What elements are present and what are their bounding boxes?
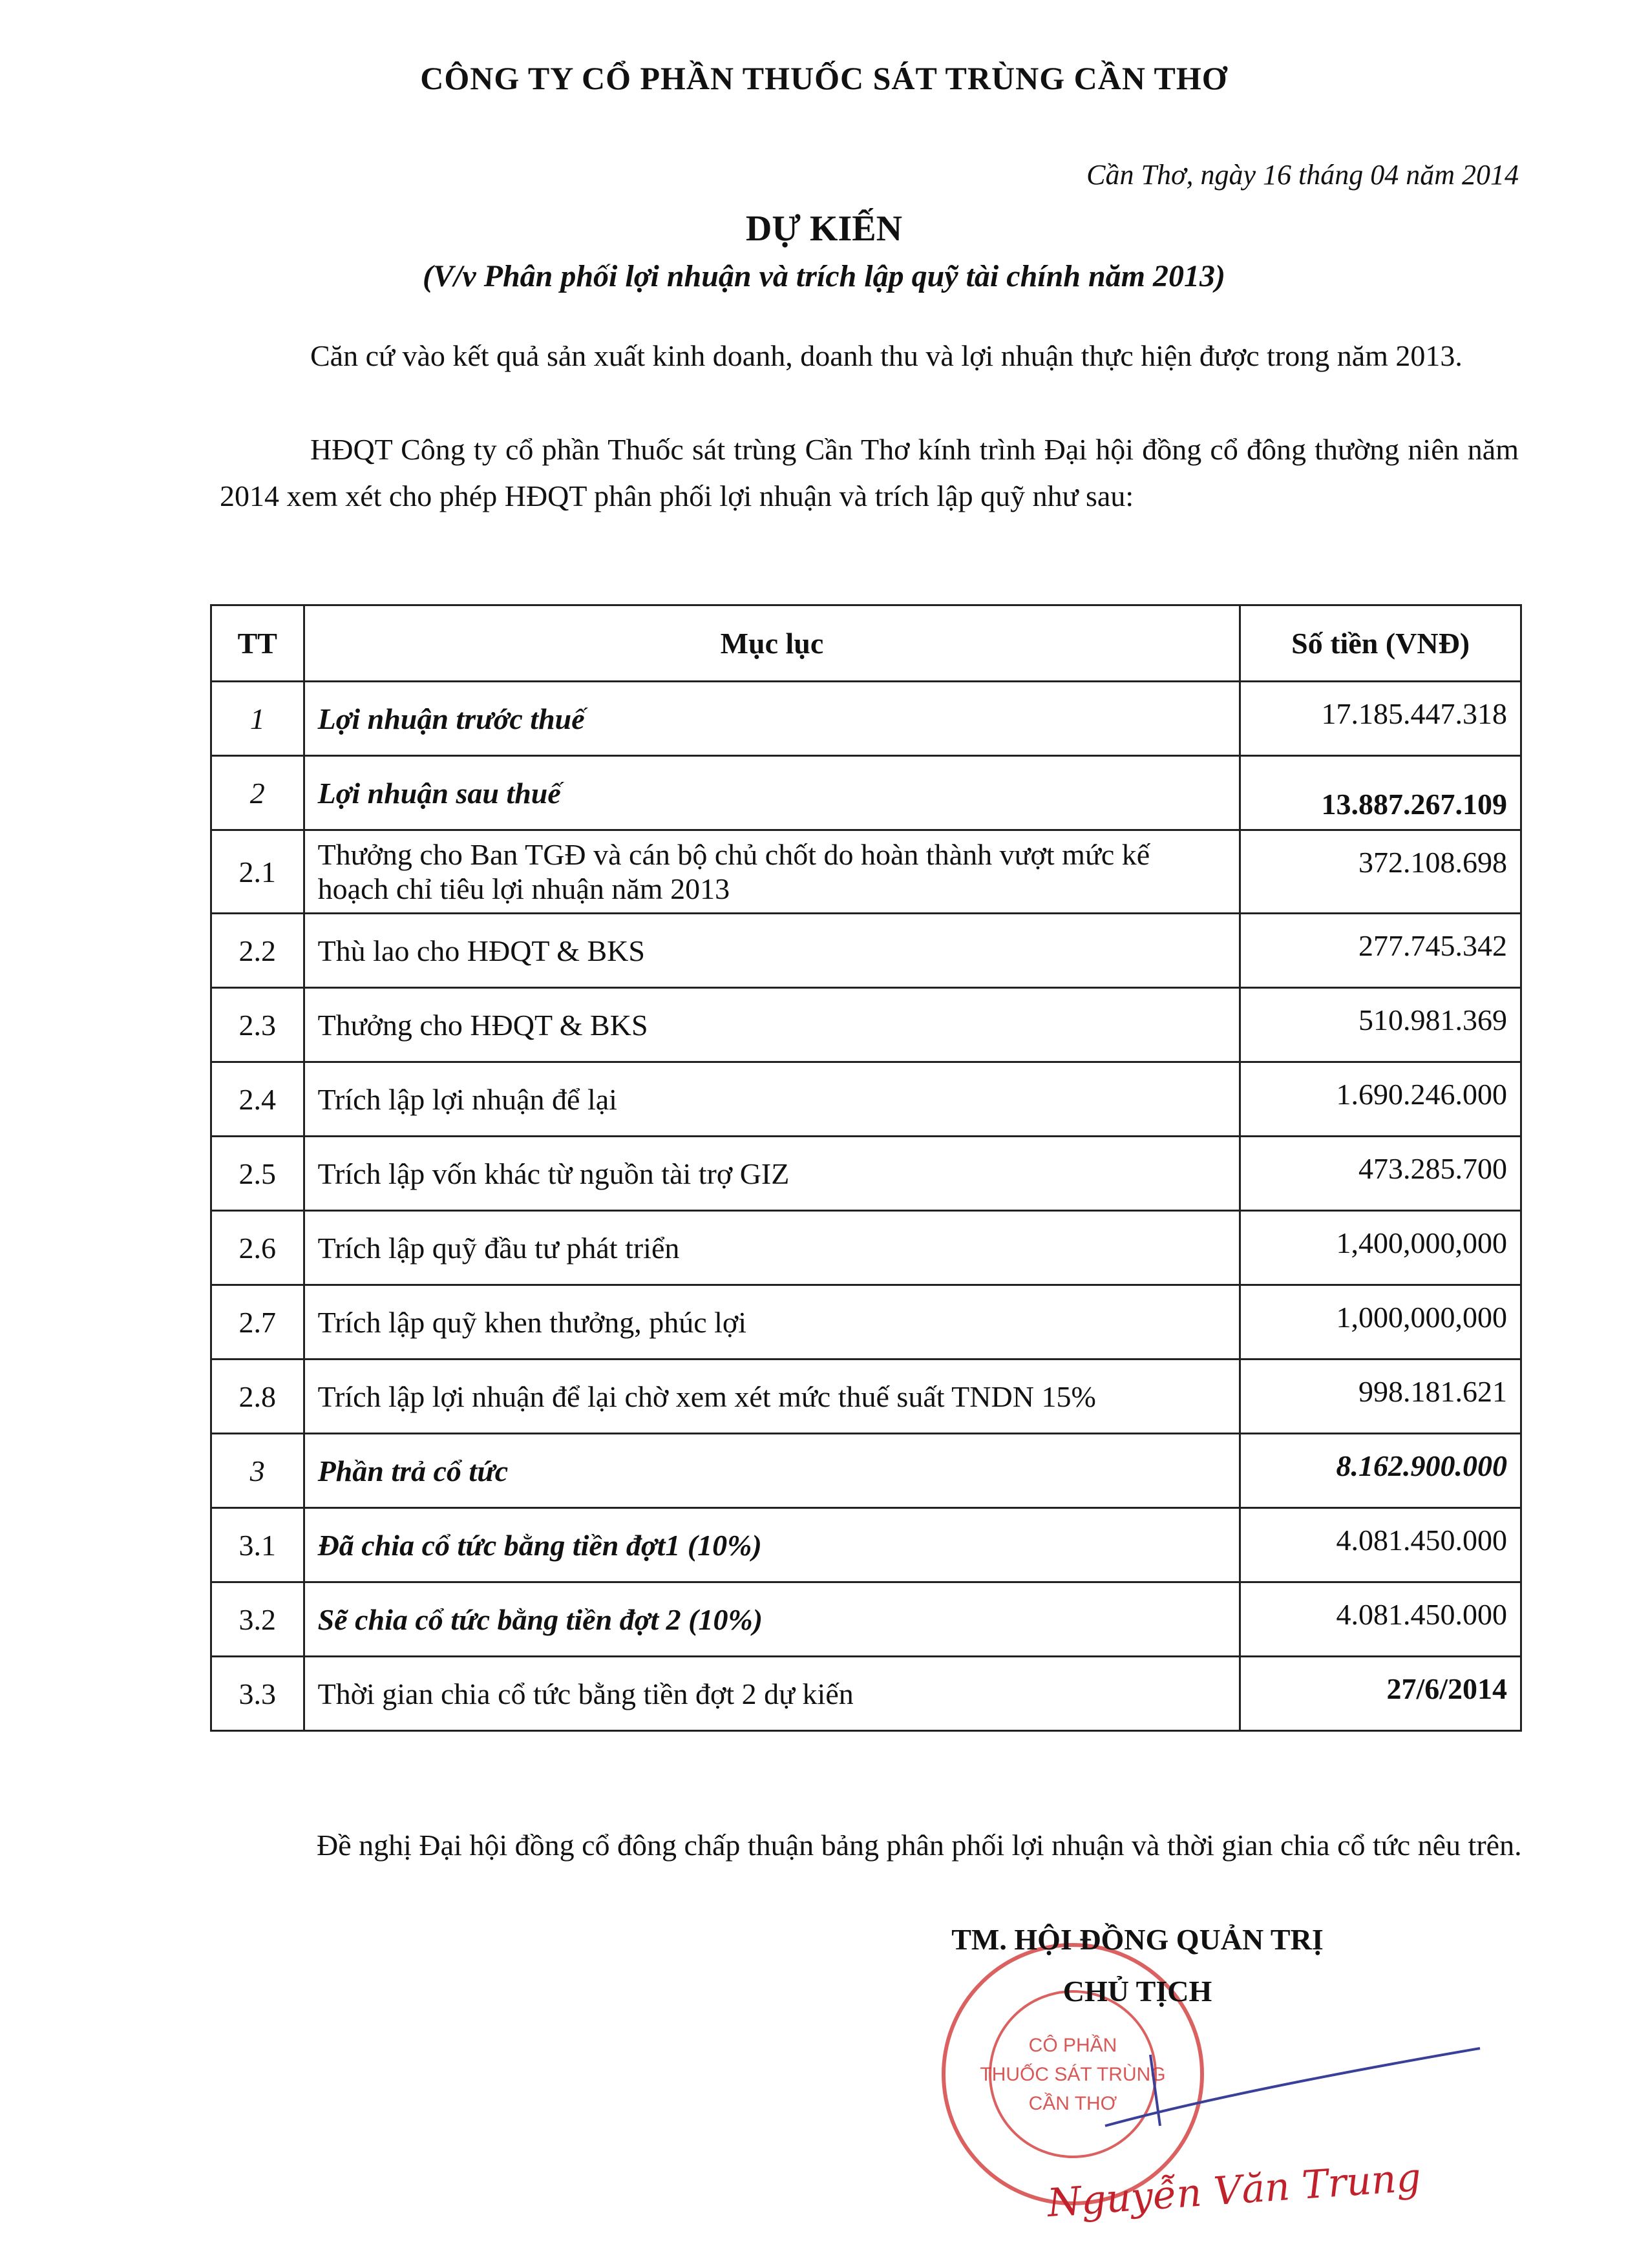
table-row bbox=[211, 1062, 1521, 1137]
table-row bbox=[211, 1211, 1521, 1285]
header-amount: Số tiền (VNĐ) bbox=[1240, 605, 1521, 682]
signer-name: Nguyễn Văn Trung bbox=[1046, 2154, 1423, 2227]
table-row bbox=[211, 1657, 1521, 1731]
row-amount: 510.981.369 bbox=[1240, 988, 1521, 1062]
row-item: Trích lập vốn khác từ nguồn tài trợ GIZ bbox=[304, 1137, 1240, 1211]
table-row bbox=[211, 1508, 1521, 1582]
header-tt: TT bbox=[211, 605, 304, 682]
row-amount: 473.285.700 bbox=[1240, 1137, 1521, 1211]
paragraph-proposal: Đề nghị Đại hội đồng cổ đông chấp thuận bảng phân phối lợi nhuận và thời gian chia cổ tức nêu trên. bbox=[317, 1829, 1522, 1862]
seal-line-2: THUỐC SÁT TRÙNG bbox=[980, 2064, 1166, 2085]
paragraph-basis: Căn cứ vào kết quả sản xuất kinh doanh, doanh thu và lợi nhuận thực hiện được trong năm 2013. bbox=[310, 339, 1463, 372]
row-item: Phần trả cổ tức bbox=[304, 1434, 1240, 1508]
row-item: Thù lao cho HĐQT & BKS bbox=[304, 914, 1240, 988]
table-row bbox=[211, 1434, 1521, 1508]
row-tt: 1 bbox=[211, 682, 304, 756]
table-row bbox=[211, 1360, 1521, 1434]
row-item: Lợi nhuận sau thuế bbox=[304, 756, 1240, 830]
paragraph-request: HĐQT Công ty cổ phần Thuốc sát trùng Cần Thơ kính trình Đại hội đồng cổ đông thường niên năm 2014 xem xét cho phép HĐQT phân phối lợi nhuận và trích lập quỹ như sau: bbox=[220, 433, 1519, 512]
row-amount: 998.181.621 bbox=[1240, 1360, 1521, 1434]
row-item: Thưởng cho HĐQT & BKS bbox=[304, 988, 1240, 1062]
row-tt: 2.5 bbox=[211, 1137, 304, 1211]
row-amount: 1,000,000,000 bbox=[1240, 1285, 1521, 1360]
row-amount: 13.887.267.109 bbox=[1240, 756, 1521, 830]
row-item: Đã chia cổ tức bằng tiền đợt1 (10%) bbox=[304, 1508, 1240, 1582]
header-item: Mục lục bbox=[304, 605, 1240, 682]
row-amount: 1,400,000,000 bbox=[1240, 1211, 1521, 1285]
row-amount: 17.185.447.318 bbox=[1240, 682, 1521, 756]
row-amount: 27/6/2014 bbox=[1240, 1657, 1521, 1731]
signature-stroke bbox=[1099, 2029, 1486, 2158]
table-row bbox=[211, 1582, 1521, 1657]
row-tt: 2 bbox=[211, 756, 304, 830]
row-item: Trích lập lợi nhuận để lại bbox=[304, 1062, 1240, 1137]
row-item: Trích lập lợi nhuận để lại chờ xem xét mức thuế suất TNDN 15% bbox=[304, 1360, 1240, 1434]
row-tt: 2.1 bbox=[211, 830, 304, 914]
date-line: Cần Thơ, ngày 16 tháng 04 năm 2014 bbox=[1086, 159, 1519, 191]
table-row bbox=[211, 988, 1521, 1062]
row-amount: 4.081.450.000 bbox=[1240, 1508, 1521, 1582]
row-tt: 3.3 bbox=[211, 1657, 304, 1731]
document-subtitle: (V/v Phân phối lợi nhuận và trích lập quỹ tài chính năm 2013) bbox=[423, 259, 1225, 293]
row-item: Sẽ chia cổ tức bằng tiền đợt 2 (10%) bbox=[304, 1582, 1240, 1657]
table-row bbox=[211, 830, 1521, 914]
row-tt: 2.3 bbox=[211, 988, 304, 1062]
row-amount: 4.081.450.000 bbox=[1240, 1582, 1521, 1657]
profit-distribution-table bbox=[210, 604, 1522, 1732]
table-row bbox=[211, 1137, 1521, 1211]
row-tt: 2.7 bbox=[211, 1285, 304, 1360]
row-tt: 2.6 bbox=[211, 1211, 304, 1285]
table-row bbox=[211, 682, 1521, 756]
signature-title: CHỦ TỊCH bbox=[1062, 1975, 1212, 2008]
row-tt: 2.2 bbox=[211, 914, 304, 988]
row-item: Trích lập quỹ khen thưởng, phúc lợi bbox=[304, 1285, 1240, 1360]
row-tt: 3.2 bbox=[211, 1582, 304, 1657]
row-amount: 1.690.246.000 bbox=[1240, 1062, 1521, 1137]
signature-org: TM. HỘI ĐỒNG QUẢN TRỊ bbox=[951, 1923, 1324, 1956]
table-header-row bbox=[211, 605, 1521, 682]
row-amount: 372.108.698 bbox=[1240, 830, 1521, 914]
row-tt: 3 bbox=[211, 1434, 304, 1508]
seal-line-1: CÔ PHẦN bbox=[1028, 2035, 1117, 2056]
row-tt: 3.1 bbox=[211, 1508, 304, 1582]
row-tt: 2.8 bbox=[211, 1360, 304, 1434]
table-row bbox=[211, 914, 1521, 988]
row-item: Thưởng cho Ban TGĐ và cán bộ chủ chốt do hoàn thành vượt mức kế hoạch chỉ tiêu lợi nhuận năm 2013 bbox=[304, 830, 1240, 914]
row-amount: 277.745.342 bbox=[1240, 914, 1521, 988]
seal-line-3: CẦN THƠ bbox=[1028, 2093, 1117, 2114]
table-row bbox=[211, 1285, 1521, 1360]
row-item: Lợi nhuận trước thuế bbox=[304, 682, 1240, 756]
row-tt: 2.4 bbox=[211, 1062, 304, 1137]
document-title: DỰ KIẾN bbox=[745, 209, 903, 249]
company-name: CÔNG TY CỔ PHẦN THUỐC SÁT TRÙNG CẦN THƠ bbox=[420, 60, 1228, 96]
row-item: Thời gian chia cổ tức bằng tiền đợt 2 dự kiến bbox=[304, 1657, 1240, 1731]
row-item: Trích lập quỹ đầu tư phát triển bbox=[304, 1211, 1240, 1285]
row-amount: 8.162.900.000 bbox=[1240, 1434, 1521, 1508]
table-row bbox=[211, 756, 1521, 830]
